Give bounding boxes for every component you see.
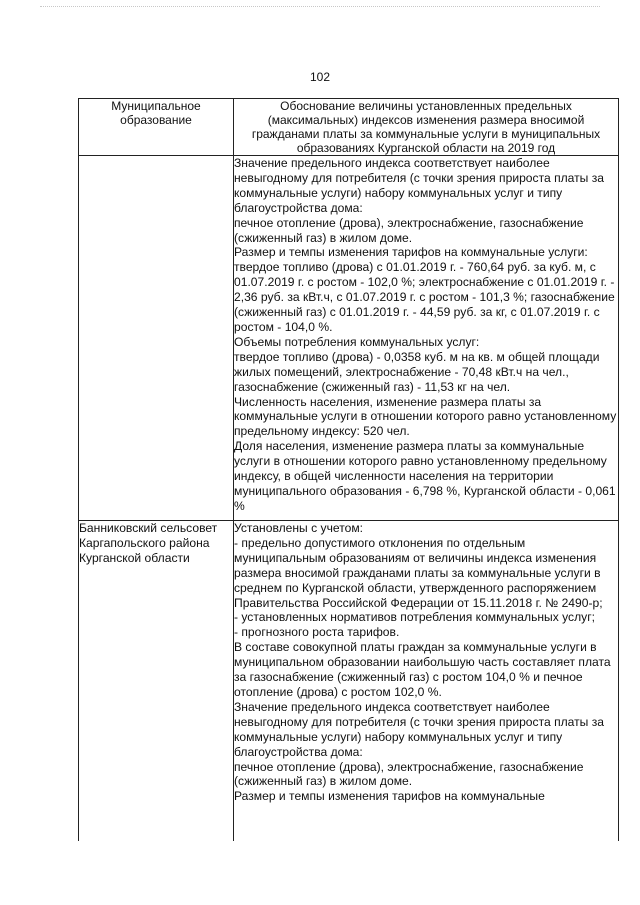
municipality-cell (79, 156, 234, 521)
paragraph: Значение предельного индекса соответствует наиболее невыгодному для потребителя (с точки зрения прироста платы за коммунальные услуги) набору коммунальных услуг и типу благоустройства дома: (234, 156, 604, 215)
paragraph: твердое топливо (дрова) - 0,0358 куб. м на кв. м общей площади жилых помещений, электроснабжение - 70,48 кВт.ч на чел., газоснабжение (сжиженный газ) - 11,53 кг на чел. (234, 349, 600, 394)
paragraph: Установлены с учетом: (234, 521, 363, 535)
paragraph: Доля населения, изменение размера платы за коммунальные услуги в отношении которого равно установленному предельному индексу, в общей численности населения на территории муниципального образования - 6,798 %, Курганской области - 0,061 % (234, 439, 616, 513)
paragraph: - прогнозного роста тарифов. (234, 625, 400, 640)
table-row (79, 156, 619, 521)
page-number: 102 (309, 70, 331, 84)
municipality-cell: Банниковский сельсовет Каргапольского района Курганской области (79, 521, 234, 842)
justification-cell (234, 521, 619, 842)
paragraph: твердое топливо (дрова) с 01.01.2019 г. - 760,64 руб. за куб. м, с 01.07.2019 г. с ростом - 102,0 %; электроснабжение с 01.01.2019 г. - 2,36 руб. за кВт.ч, с 01.07.2019 г. с ростом - 101,3 %; газоснабжение (сжиженный газ) с 01.01.2019 г. - 44,59 руб. за кг, с 01.07.2019 г. с ростом - 104,0 %. (234, 260, 615, 334)
table-header-row (79, 99, 619, 156)
paragraph: Размер и темпы изменения тарифов на коммунальные услуги: (234, 245, 588, 260)
paragraph: Численность населения, изменение размера платы за коммунальные услуги в отношении которого равно установленному предельному индексу: 520 чел. (234, 394, 617, 439)
paragraph: Размер и темпы изменения тарифов на коммунальные (234, 789, 545, 804)
paragraph: печное отопление (дрова), электроснабжение, газоснабжение (сжиженный газ) в жилом доме. (234, 215, 584, 245)
paragraph: В составе совокупной платы граждан за коммунальные услуги в муниципальном образовании наибольшую часть составляет плата за газоснабжение (сжиженный газ) с ростом 104,0 % и печное отопление (дрова) с ростом 102,0 %. (234, 640, 611, 699)
paragraph: печное отопление (дрова), электроснабжение, газоснабжение (сжиженный газ) в жилом доме. (234, 759, 584, 789)
header-municipality: Муниципальное образование (79, 99, 234, 156)
paragraph: Значение предельного индекса соответствует наиболее невыгодному для потребителя (с точки зрения прироста платы за коммунальные услуги) набору коммунальных услуг и типу благоустройства дома: (234, 699, 604, 759)
tariff-justification-table (78, 98, 619, 841)
justification-cell (234, 156, 619, 521)
paragraph: - предельно допустимого отклонения по отдельным муниципальным образованиям от величины индекса изменения размера вносимой гражданами платы за коммунальные услуги в среднем по Курганской области, утвержденного распоряжением Правительства Российской Федерации от 15.11.2018 г. № 2490-р; (234, 535, 603, 610)
paragraph: - установленных нормативов потребления коммунальных услуг; (234, 610, 595, 625)
table-row (79, 521, 619, 842)
scan-edge-artifact (40, 6, 600, 9)
header-justification: Обоснование величины установленных предельных (максимальных) индексов изменения размера вносимой гражданами платы за коммунальные услуги в муниципальных образованиях Курганской области на 2019 год (234, 99, 619, 156)
paragraph: Объемы потребления коммунальных услуг: (234, 334, 480, 349)
